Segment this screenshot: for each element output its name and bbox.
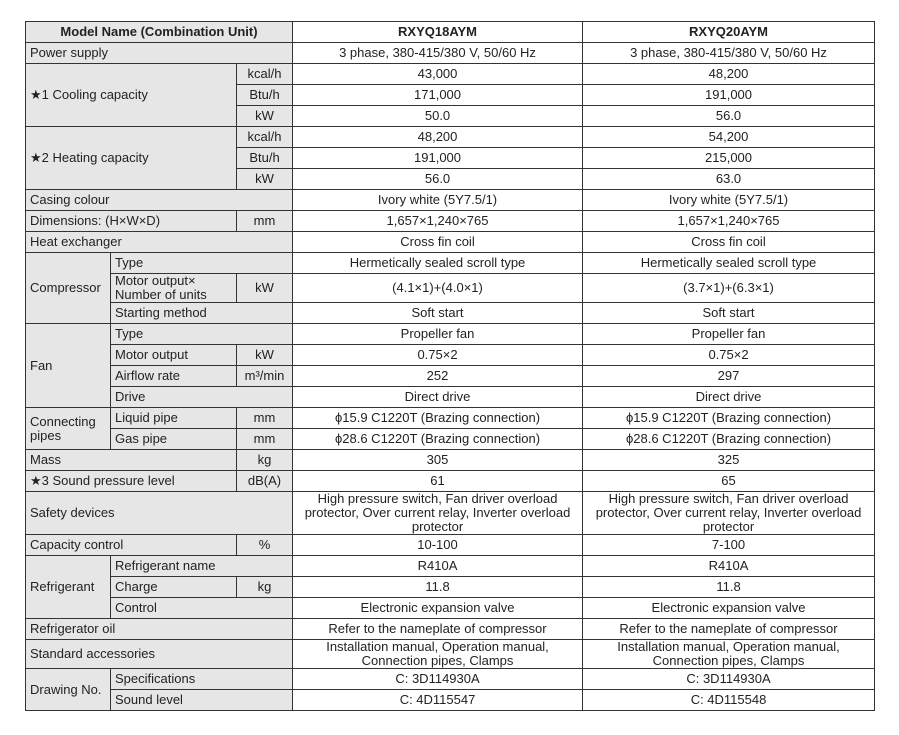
sub-label: Type: [111, 324, 293, 345]
value-b: R410A: [583, 556, 875, 577]
table-row: [26, 64, 875, 85]
sub-label: Gas pipe: [111, 429, 237, 450]
value-b: C: 4D115548: [583, 690, 875, 711]
value-a: C: 4D115547: [293, 690, 583, 711]
unit-cell: mm: [237, 429, 293, 450]
row-label: ★1 Cooling capacity: [26, 64, 237, 127]
table-row: [26, 345, 875, 366]
row-label: ★2 Heating capacity: [26, 127, 237, 190]
value-a: 0.75×2: [293, 345, 583, 366]
value-b: Ivory white (5Y7.5/1): [583, 190, 875, 211]
unit-cell: kW: [237, 345, 293, 366]
value-b: 63.0: [583, 169, 875, 190]
sub-label: Specifications: [111, 669, 293, 690]
row-label: Refrigerator oil: [26, 619, 293, 640]
table-row: [26, 253, 875, 274]
specification-table: [25, 21, 875, 711]
value-b: Soft start: [583, 303, 875, 324]
sub-label: Charge: [111, 577, 237, 598]
value-a: 56.0: [293, 169, 583, 190]
group-label: [26, 408, 111, 450]
value-a: 10-100: [293, 535, 583, 556]
sub-label: Type: [111, 253, 293, 274]
sub-label: Starting method: [111, 303, 293, 324]
table-row: [26, 619, 875, 640]
value-b: Direct drive: [583, 387, 875, 408]
value-b: 191,000: [583, 85, 875, 106]
value-a: 50.0: [293, 106, 583, 127]
row-label: ★3 Sound pressure level: [26, 471, 237, 492]
value-b: 325: [583, 450, 875, 471]
value-a: 171,000: [293, 85, 583, 106]
group-label: Compressor: [26, 253, 111, 324]
value-b: 11.8: [583, 577, 875, 598]
unit-cell: %: [237, 535, 293, 556]
group-label: Fan: [26, 324, 111, 408]
value-b: ϕ28.6 C1220T (Brazing connection): [583, 429, 875, 450]
value-b: Installation manual, Operation manual, Connection pipes, Clamps: [583, 640, 875, 669]
sub-label: Sound level: [111, 690, 293, 711]
value-a: Electronic expansion valve: [293, 598, 583, 619]
value-a: Ivory white (5Y7.5/1): [293, 190, 583, 211]
table-row: [26, 324, 875, 345]
sub-label: Liquid pipe: [111, 408, 237, 429]
row-label: Dimensions: (H×W×D): [26, 211, 237, 232]
sub-label: Motor output: [111, 345, 237, 366]
sub-label: Control: [111, 598, 293, 619]
group-label-line: pipes: [30, 427, 62, 443]
unit-cell: kcal/h: [237, 64, 293, 85]
table-row: [26, 577, 875, 598]
row-label: Standard accessories: [26, 640, 293, 669]
value-b: 1,657×1,240×765: [583, 211, 875, 232]
value-b: Hermetically sealed scroll type: [583, 253, 875, 274]
table-row: [26, 127, 875, 148]
table-row: [26, 190, 875, 211]
value-a: High pressure switch, Fan driver overload protector, Over current relay, Inverter overload protector: [293, 492, 583, 535]
sub-label-line: Number of units: [115, 287, 207, 302]
unit-cell: kW: [237, 169, 293, 190]
unit-cell: kW: [237, 274, 293, 303]
value-b: Propeller fan: [583, 324, 875, 345]
group-label: Refrigerant: [26, 556, 111, 619]
unit-cell: kcal/h: [237, 127, 293, 148]
value-b: 297: [583, 366, 875, 387]
value-a: Soft start: [293, 303, 583, 324]
model-a-header: RXYQ18AYM: [293, 22, 583, 43]
value-a: Refer to the nameplate of compressor: [293, 619, 583, 640]
value-b: 7-100: [583, 535, 875, 556]
value-a: Direct drive: [293, 387, 583, 408]
table-row: [26, 387, 875, 408]
value-a: 61: [293, 471, 583, 492]
model-name-header: Model Name (Combination Unit): [26, 22, 293, 43]
value-a: Hermetically sealed scroll type: [293, 253, 583, 274]
unit-cell: kg: [237, 450, 293, 471]
table-row: [26, 211, 875, 232]
value-b: 65: [583, 471, 875, 492]
value-b: 54,200: [583, 127, 875, 148]
table-row: [26, 303, 875, 324]
value-b: 56.0: [583, 106, 875, 127]
value-a: C: 3D114930A: [293, 669, 583, 690]
table-row: [26, 366, 875, 387]
model-b-header: RXYQ20AYM: [583, 22, 875, 43]
table-row: [26, 669, 875, 690]
table-row: [26, 492, 875, 535]
table-row: [26, 429, 875, 450]
sub-label: [111, 274, 237, 303]
sub-label: Refrigerant name: [111, 556, 293, 577]
unit-cell: kW: [237, 106, 293, 127]
sub-label: Airflow rate: [111, 366, 237, 387]
value-a: 43,000: [293, 64, 583, 85]
table-row: [26, 598, 875, 619]
value-a: Installation manual, Operation manual, Connection pipes, Clamps: [293, 640, 583, 669]
value-b: 3 phase, 380-415/380 V, 50/60 Hz: [583, 43, 875, 64]
sub-label-line: Motor output×: [115, 273, 196, 288]
value-a: 1,657×1,240×765: [293, 211, 583, 232]
row-label: Safety devices: [26, 492, 293, 535]
table-row: [26, 556, 875, 577]
table-row: [26, 535, 875, 556]
table-row: [26, 450, 875, 471]
value-b: 0.75×2: [583, 345, 875, 366]
value-b: C: 3D114930A: [583, 669, 875, 690]
row-label: Mass: [26, 450, 237, 471]
value-b: Cross fin coil: [583, 232, 875, 253]
row-label: Heat exchanger: [26, 232, 293, 253]
value-a: (4.1×1)+(4.0×1): [293, 274, 583, 303]
value-a: 191,000: [293, 148, 583, 169]
value-b: Refer to the nameplate of compressor: [583, 619, 875, 640]
table-row: [26, 690, 875, 711]
value-a: ϕ15.9 C1220T (Brazing connection): [293, 408, 583, 429]
value-a: 48,200: [293, 127, 583, 148]
unit-cell: Btu/h: [237, 85, 293, 106]
value-b: High pressure switch, Fan driver overload protector, Over current relay, Inverter overload protector: [583, 492, 875, 535]
unit-cell: m³/min: [237, 366, 293, 387]
value-a: 252: [293, 366, 583, 387]
unit-cell: mm: [237, 211, 293, 232]
value-a: 305: [293, 450, 583, 471]
row-label: Capacity control: [26, 535, 237, 556]
value-b: (3.7×1)+(6.3×1): [583, 274, 875, 303]
row-label: Power supply: [26, 43, 293, 64]
value-a: 3 phase, 380-415/380 V, 50/60 Hz: [293, 43, 583, 64]
row-label: Casing colour: [26, 190, 293, 211]
header-row: [26, 22, 875, 43]
value-b: ϕ15.9 C1220T (Brazing connection): [583, 408, 875, 429]
table-row: [26, 408, 875, 429]
group-label-line: Connecting: [30, 413, 96, 429]
value-a: R410A: [293, 556, 583, 577]
value-a: 11.8: [293, 577, 583, 598]
unit-cell: kg: [237, 577, 293, 598]
unit-cell: mm: [237, 408, 293, 429]
value-b: 215,000: [583, 148, 875, 169]
value-b: 48,200: [583, 64, 875, 85]
unit-cell: Btu/h: [237, 148, 293, 169]
value-a: ϕ28.6 C1220T (Brazing connection): [293, 429, 583, 450]
value-a: Cross fin coil: [293, 232, 583, 253]
table-row: [26, 471, 875, 492]
table-row: [26, 640, 875, 669]
table-row: [26, 43, 875, 64]
sub-label: Drive: [111, 387, 293, 408]
value-b: Electronic expansion valve: [583, 598, 875, 619]
table-row: [26, 232, 875, 253]
value-a: Propeller fan: [293, 324, 583, 345]
unit-cell: dB(A): [237, 471, 293, 492]
group-label: Drawing No.: [26, 669, 111, 711]
table-row: [26, 274, 875, 303]
